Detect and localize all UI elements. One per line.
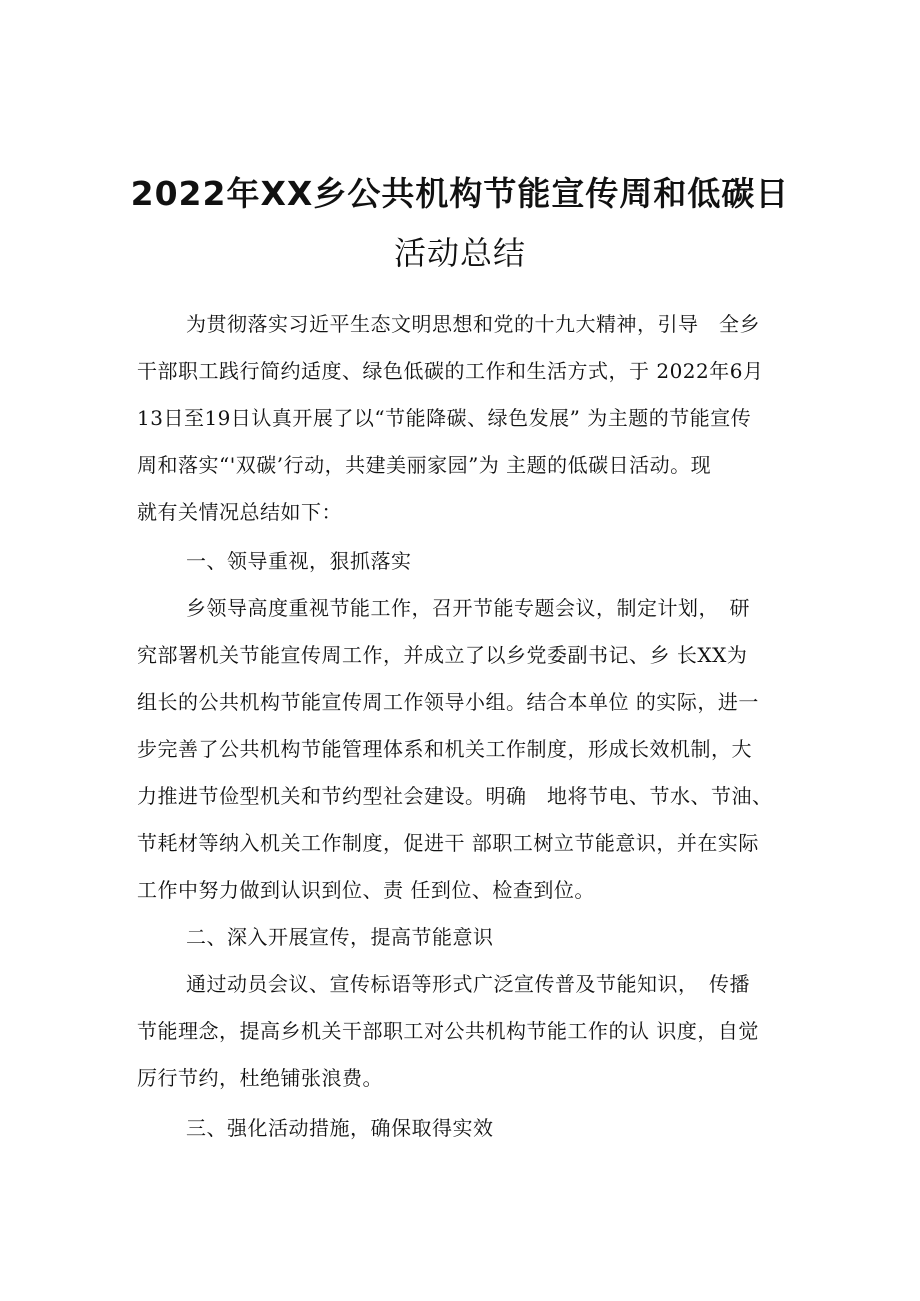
body-line-12: 节耗材等纳入机关工作制度，促进干 部职工树立节能意识，并在实际 xyxy=(137,831,759,855)
body-line-13: 工作中努力做到认识到位、责 任到位、检查到位。 xyxy=(137,878,595,902)
body-line-7: 乡领导高度重视节能工作，召开节能专题会议，制定计划， 研 xyxy=(186,596,750,620)
body-line-15: 通过动员会议、宣传标语等形式广泛宣传普及节能知识， 传播 xyxy=(186,972,750,996)
document-title-line-1: 2022年XX乡公共机构节能宣传周和低碳日 xyxy=(130,174,790,213)
body-line-1: 为贯彻落实习近平生态文明思想和党的十九大精神，引导 全乡 xyxy=(186,312,760,336)
section-heading-3: 三、强化活动措施，确保取得实效 xyxy=(186,1116,494,1140)
body-line-16: 节能理念，提高乡机关干部职工对公共机构节能工作的认 识度，自觉 xyxy=(137,1019,759,1043)
body-line-4: 周和落实“'双碳’行动，共建美丽家园”为 主题的低碳日活动。现 xyxy=(137,453,712,477)
body-line-10: 步完善了公共机构节能管理体系和机关工作制度，形成长效机制，大 xyxy=(137,737,752,761)
section-heading-2: 二、深入开展宣传，提高节能意识 xyxy=(186,925,494,949)
body-line-11: 力推进节俭型机关和节约型社会建设。明确 地将节电、节水、节油、 xyxy=(137,784,773,808)
body-line-2: 干部职工践行简约适度、绿色低碳的工作和生活方式，于 2022年6月 xyxy=(137,359,764,383)
body-line-3: 13日至19日认真开展了以“节能降碳、绿色发展” 为主题的节能宣传 xyxy=(137,406,752,430)
body-line-9: 组长的公共机构节能宣传周工作领导小组。结合本单位 的实际，进一 xyxy=(137,690,759,714)
body-line-5: 就有关情况总结如下： xyxy=(137,500,342,524)
body-line-8: 究部署机关节能宣传周工作，并成立了以乡党委副书记、乡 长XX为 xyxy=(137,643,748,667)
body-line-17: 厉行节约，杜绝铺张浪费。 xyxy=(137,1066,383,1090)
document-title-line-2: 活动总结 xyxy=(393,234,526,272)
section-heading-1: 一、领导重视，狠抓落实 xyxy=(186,549,412,573)
